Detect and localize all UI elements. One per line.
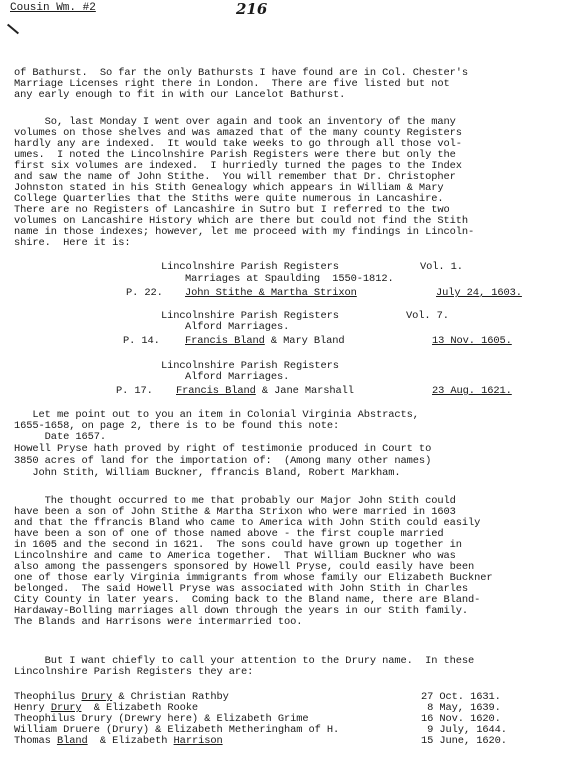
header-reference: Cousin Wm. #2 — [10, 2, 96, 14]
register-subtitle: Alford Marriages. — [185, 321, 290, 333]
register-date: 23 Aug. 1621. — [432, 385, 512, 397]
register-entry — [185, 336, 345, 347]
text-line: volumes on Lancashire History which are there but could not find the Stith — [14, 215, 469, 227]
text-line: have been a son of one of those named above - the first couple married — [14, 528, 444, 540]
text-line: also among the passengers sponsored by Howell Pryse, could easily have been — [14, 561, 475, 573]
register-entry: John Stithe & Martha Strixon — [185, 287, 357, 299]
entry-date: 15 June, 1620. — [421, 735, 507, 747]
entry-date: 16 Nov. 1620. — [421, 713, 501, 725]
register-page: P. 14. — [123, 335, 160, 347]
entry-text: & Elizabeth Rooke — [81, 702, 199, 714]
text-line: Marriage Licenses right there in London. There are five listed but not — [14, 78, 450, 90]
entry-surname: Bland — [56, 735, 88, 747]
text-line: Howell Pryse hath proved by right of testimonie produced in Court to — [14, 443, 432, 455]
register-title: Lincolnshire Parish Registers — [161, 310, 339, 322]
page-number: 216 — [236, 0, 268, 18]
text-line: of Bathurst. So far the only Bathursts I have found are in Col. Chester's — [14, 67, 469, 79]
register-page: P. 17. — [116, 385, 153, 397]
register-title: Lincolnshire Parish Registers — [161, 261, 339, 273]
text-line: There are no Registers of Lancashire in Sutro but I referred to the two — [14, 204, 450, 216]
text-line: So, last Monday I went over again and took an inventory of the many — [14, 116, 456, 128]
text-line: any early enough to fit in with our Lancelot Bathurst. — [14, 89, 346, 101]
register-date: 13 Nov. 1605. — [432, 335, 512, 347]
text-line: Date 1657. — [14, 431, 107, 443]
register-subtitle: Alford Marriages. — [185, 371, 290, 383]
text-line: Hardaway-Bolling marriages all down through the years in our Stith family. — [14, 605, 469, 617]
text-line: belonged. The said Howell Pryse was associated with John Stith in Charles — [14, 583, 469, 595]
entry-surname: Drury — [81, 691, 113, 703]
register-volume: Vol. 7. — [406, 310, 449, 322]
entry-text: & Christian Rathby — [112, 691, 229, 703]
register-entry — [176, 386, 354, 397]
text-line: John Stith, William Buckner, ffrancis Bland, Robert Markham. — [14, 467, 401, 479]
text-line: umes. I noted the Lincolnshire Parish Registers were there but only the — [14, 149, 456, 161]
text-line: and that the ffrancis Bland who came to America with John Stith could easily — [14, 517, 481, 529]
drury-entry: William Druere (Drury) & Elizabeth Metheringham of H. — [14, 724, 340, 736]
entry-spouse: & Mary Bland — [264, 335, 345, 347]
text-line: hardly any are indexed. It would take weeks to go through all those vol- — [14, 138, 462, 150]
text-line: have been a son of John Stithe & Martha Strixon who were married in 1603 — [14, 506, 456, 518]
entry-text: & Elizabeth — [87, 735, 174, 747]
entry-date: 8 May, 1639. — [421, 702, 501, 714]
entry-spouse: & Jane Marshall — [255, 385, 354, 397]
text-line: one of those early Virginia immigrants from whose family our Elizabeth Buckner — [14, 572, 493, 584]
text-line: Lincolnshire Parish Registers they are: — [14, 666, 254, 678]
entry-text: Thomas — [14, 735, 57, 747]
text-line: in 1605 and the second in 1621. The sons could have grown up together in — [14, 539, 462, 551]
register-subtitle: Marriages at Spaulding 1550-1812. — [185, 273, 394, 285]
entry-name: Francis Bland — [176, 385, 256, 397]
text-line: shire. Here it is: — [14, 237, 131, 249]
text-line: first six volumes are indexed. I hurriedly turned the pages to the Index — [14, 160, 462, 172]
text-line: The Blands and Harrisons were intermarried too. — [14, 616, 303, 628]
register-volume: Vol. 1. — [420, 261, 463, 273]
drury-entry — [14, 736, 223, 747]
entry-surname: Drury — [50, 702, 82, 714]
register-date: July 24, 1603. — [436, 287, 522, 299]
text-line: City County in later years. Coming back to the Bland name, there are Bland- — [14, 594, 481, 606]
entry-name: Francis Bland — [185, 335, 265, 347]
entry-text: Theophilus — [14, 691, 82, 703]
text-line: College Quarterlies that the Stiths were quite numerous in Lancashire. — [14, 193, 444, 205]
text-line: and saw the name of John Stithe. You will remember that Dr. Christopher — [14, 171, 456, 183]
register-title: Lincolnshire Parish Registers — [161, 360, 339, 372]
register-page: P. 22. — [126, 287, 163, 299]
entry-date: 9 July, 1644. — [421, 724, 507, 736]
text-line: volumes on those shelves and was amazed that of the many county Registers — [14, 127, 462, 139]
drury-entry: Theophilus Drury (Drewry here) & Elizabeth Grime — [14, 713, 309, 725]
text-line: But I want chiefly to call your attention to the Drury name. In these — [14, 655, 475, 667]
text-line: 3850 acres of land for the importation of: (Among many other names) — [14, 455, 432, 467]
text-line: name in those indexes; however, let me proceed with my findings in Lincoln- — [14, 226, 475, 238]
text-line: The thought occurred to me that probably our Major John Stith could — [14, 495, 456, 507]
margin-mark — [7, 24, 19, 35]
entry-surname: Harrison — [173, 735, 223, 747]
text-line: Johnston stated in his Stith Genealogy which appears in William & Mary — [14, 182, 444, 194]
entry-date: 27 Oct. 1631. — [421, 691, 501, 703]
text-line: 1655-1658, on page 2, there is to be found this note: — [14, 420, 340, 432]
text-line: Lincolnshire and came to America together. That William Buckner who was — [14, 550, 456, 562]
text-line: Let me point out to you an item in Colonial Virginia Abstracts, — [14, 409, 419, 421]
entry-text: Henry — [14, 702, 51, 714]
